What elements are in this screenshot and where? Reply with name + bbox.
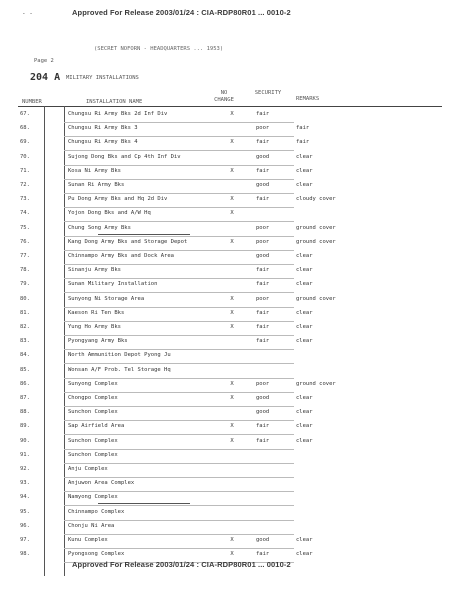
security-rating: good: [256, 409, 270, 416]
remarks-text: clear: [296, 182, 313, 188]
installation-name: Chungsu Ri Army Bks 4: [68, 139, 138, 146]
document-caption: (SECRET NOFORN - HEADQUARTERS ... 1953): [94, 46, 224, 52]
security-rating: fair: [256, 551, 270, 558]
security-rating: fair: [256, 437, 270, 444]
remarks-text: clear: [296, 338, 313, 345]
no-change-mark: X: [230, 380, 234, 387]
security-rating: fair: [256, 196, 270, 203]
remarks-text: clear: [296, 267, 313, 274]
installation-name: Chinnampo Army Bks and Dock Area: [68, 253, 174, 259]
security-rating: fair: [256, 139, 270, 146]
installation-name: Wonsan A/F Prob. Tel Storage Hq: [68, 366, 171, 373]
installation-name: Chonju Ni Area: [68, 522, 115, 529]
security-rating: good: [256, 537, 270, 543]
installation-name: Kunu Complex: [68, 537, 108, 543]
row-number: 98.: [20, 551, 30, 558]
security-rating: poor: [256, 125, 270, 132]
installation-name: Chungsu Ri Army Bks 2d Inf Div: [68, 111, 168, 117]
remarks-text: clear: [296, 423, 313, 430]
row-number: 82.: [20, 324, 30, 330]
remarks-text: clear: [296, 324, 313, 330]
row-number: 83.: [20, 338, 30, 345]
installation-name: Sujong Dong Bks and Cp 4th Inf Div: [68, 153, 181, 160]
row-number: 68.: [20, 125, 30, 132]
row-number: 70.: [20, 153, 30, 160]
remarks-text: clear: [296, 281, 313, 288]
security-rating: fair: [256, 267, 270, 274]
release-stamp-bottom: Approved For Release 2003/01/24 : CIA-RDP80R01 ... 0010-2: [72, 560, 291, 569]
no-change-mark: X: [230, 196, 234, 203]
remarks-text: clear: [296, 153, 313, 160]
security-rating: poor: [256, 295, 270, 302]
underline-mark: [98, 234, 190, 235]
installation-name: Sunyong Ni Storage Area: [68, 295, 145, 302]
installation-name: Sunan Ri Army Bks: [68, 182, 125, 188]
security-rating: poor: [256, 224, 270, 231]
no-change-mark: X: [230, 111, 234, 117]
row-number: 69.: [20, 139, 30, 146]
row-number: 87.: [20, 395, 30, 401]
row-number: 90.: [20, 437, 30, 444]
no-change-mark: X: [230, 437, 234, 444]
no-change-mark: X: [230, 167, 234, 174]
release-stamp-top: Approved For Release 2003/01/24 : CIA-RDP80R01 ... 0010-2: [72, 8, 291, 17]
installation-name: Pu Dong Army Bks and Hq 2d Div: [68, 196, 168, 203]
installation-name: Kang Dong Army Bks and Storage Depot: [68, 238, 188, 245]
installation-name: Anjuwon Area Complex: [68, 480, 135, 487]
installation-name: Pyongsong Complex: [68, 551, 125, 558]
row-number: 79.: [20, 281, 30, 288]
installation-name: Pyongyang Army Bks: [68, 338, 128, 345]
no-change-mark: X: [230, 395, 234, 401]
row-number: 81.: [20, 309, 30, 316]
installation-name: Sunyong Complex: [68, 380, 118, 387]
remarks-text: cloudy cover: [296, 196, 336, 203]
column-header-no-change: NO CHANGE: [214, 90, 234, 103]
header-rule: [18, 106, 442, 107]
remarks-text: ground cover: [296, 224, 336, 231]
installation-name: Chungsu Ri Army Bks 3: [68, 125, 138, 132]
installation-name: Chung Song Army Bks: [68, 224, 131, 231]
installation-name: Sunan Military Installation: [68, 281, 158, 288]
page-label: Page 2: [34, 58, 54, 64]
installation-name: Sunchon Complex: [68, 409, 118, 416]
row-number: 94.: [20, 494, 30, 501]
remarks-text: clear: [296, 395, 313, 401]
security-rating: fair: [256, 309, 270, 316]
row-number: 72.: [20, 182, 30, 188]
installation-name: Anju Complex: [68, 466, 108, 472]
row-number: 84.: [20, 352, 30, 359]
row-number: 89.: [20, 423, 30, 430]
remarks-text: fair: [296, 139, 310, 146]
remarks-text: ground cover: [296, 238, 336, 245]
installation-name: Kosa Ni Army Bks: [68, 167, 121, 174]
installation-name: Namyong Complex: [68, 494, 118, 501]
section-code: 204 A: [30, 72, 61, 83]
column-header-security: SECURITY: [254, 90, 282, 96]
no-change-mark: X: [230, 423, 234, 430]
installation-name: Chongpo Complex: [68, 395, 118, 401]
row-number: 92.: [20, 466, 30, 472]
remarks-text: ground cover: [296, 380, 336, 387]
remarks-text: fair: [296, 125, 310, 132]
remarks-text: clear: [296, 167, 313, 174]
remarks-text: ground cover: [296, 295, 336, 302]
security-rating: poor: [256, 380, 270, 387]
page-mark: - -: [22, 10, 33, 17]
security-rating: fair: [256, 324, 270, 330]
row-number: 91.: [20, 451, 30, 458]
column-header-installation: INSTALLATION NAME: [86, 99, 143, 105]
row-number: 76.: [20, 238, 30, 245]
remarks-text: clear: [296, 437, 313, 444]
row-number: 93.: [20, 480, 30, 487]
column-header-number: NUMBER: [22, 99, 42, 105]
installation-name: Yojon Dong Bks and A/W Hq: [68, 210, 151, 217]
no-change-mark: X: [230, 210, 234, 217]
remarks-text: clear: [296, 409, 313, 416]
installation-name: Sunchon Complex: [68, 451, 118, 458]
security-rating: fair: [256, 338, 270, 345]
no-change-mark: X: [230, 551, 234, 558]
security-rating: fair: [256, 111, 270, 117]
row-number: 95.: [20, 508, 30, 515]
no-change-mark: X: [230, 295, 234, 302]
row-number: 75.: [20, 224, 30, 231]
no-change-mark: X: [230, 324, 234, 330]
row-number: 80.: [20, 295, 30, 302]
installation-name: Yung Ho Army Bks: [68, 324, 121, 330]
remarks-text: clear: [296, 537, 313, 543]
installation-name: Chinnampo Complex: [68, 508, 125, 515]
row-number: 97.: [20, 537, 30, 543]
security-rating: poor: [256, 238, 270, 245]
remarks-text: clear: [296, 309, 313, 316]
security-rating: fair: [256, 167, 270, 174]
row-number: 86.: [20, 380, 30, 387]
installation-name: Sinanju Army Bks: [68, 267, 121, 274]
security-rating: fair: [256, 423, 270, 430]
security-rating: good: [256, 153, 270, 160]
security-rating: good: [256, 395, 270, 401]
no-change-mark: X: [230, 309, 234, 316]
security-rating: good: [256, 253, 270, 259]
row-number: 67.: [20, 111, 30, 117]
no-change-mark: X: [230, 238, 234, 245]
row-number: 96.: [20, 522, 30, 529]
row-number: 88.: [20, 409, 30, 416]
row-number: 78.: [20, 267, 30, 274]
remarks-text: clear: [296, 253, 313, 259]
row-number: 71.: [20, 167, 30, 174]
security-rating: good: [256, 182, 270, 188]
row-number: 74.: [20, 210, 30, 217]
row-number: 85.: [20, 366, 30, 373]
installation-name: Sunchon Complex: [68, 437, 118, 444]
row-number: 73.: [20, 196, 30, 203]
remarks-text: clear: [296, 551, 313, 558]
installation-name: North Ammunition Depot Pyong Ju: [68, 352, 171, 359]
no-change-mark: X: [230, 139, 234, 146]
row-number: 77.: [20, 253, 30, 259]
section-title: MILITARY INSTALLATIONS: [66, 75, 139, 81]
underline-mark: [98, 503, 190, 504]
installation-name: Kaeson Ri Ten Bks: [68, 309, 125, 316]
installation-name: Sap Airfield Area: [68, 423, 125, 430]
no-change-mark: X: [230, 537, 234, 543]
column-header-remarks: REMARKS: [296, 96, 320, 102]
security-rating: fair: [256, 281, 270, 288]
